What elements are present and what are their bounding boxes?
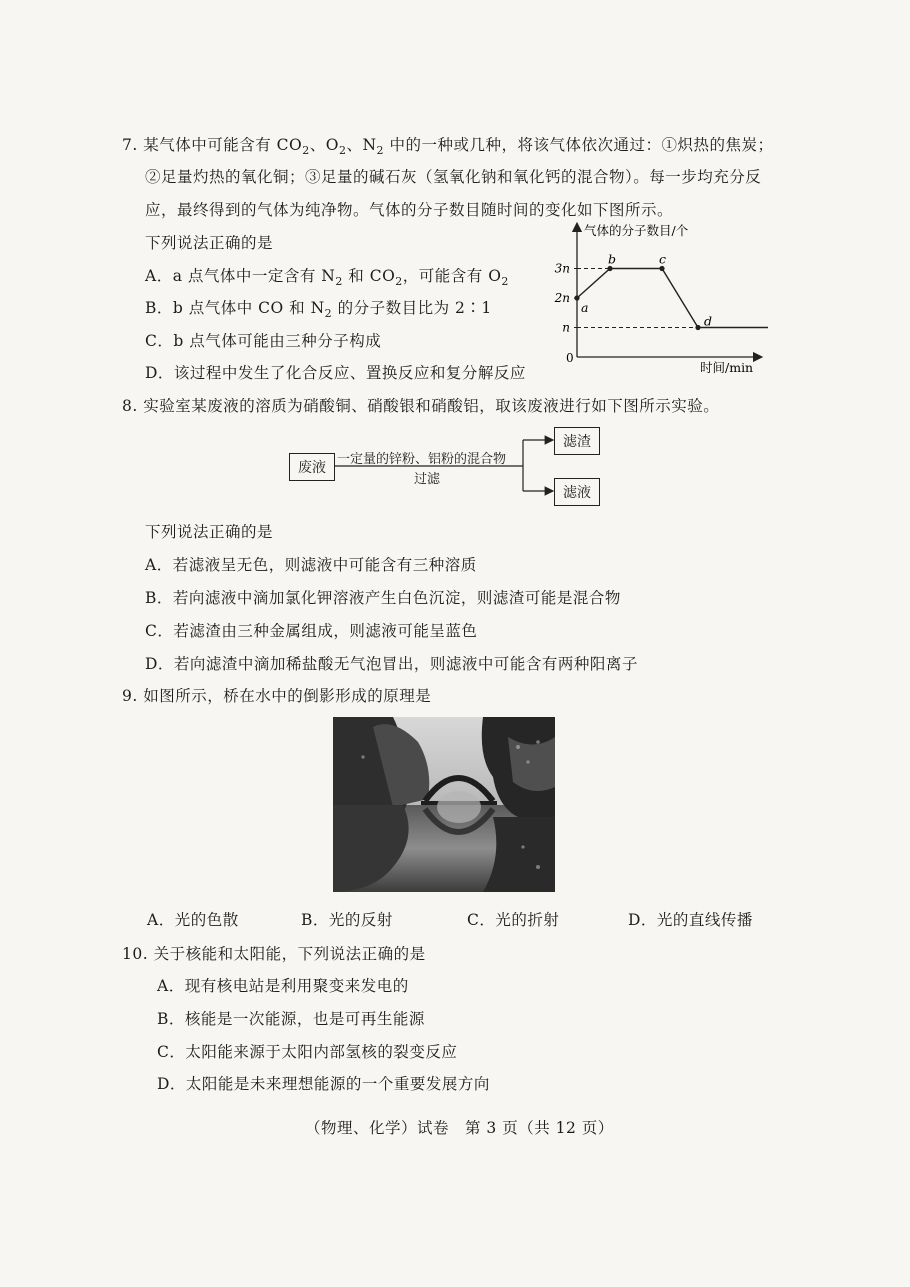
q9-option-c: C．光的折射 [467,911,560,929]
q7-option-c: C．b 点气体可能由三种分子构成 [145,332,382,350]
q9-option-d: D．光的直线传播 [628,911,753,929]
point-label-c: c [659,251,667,267]
bridge-reflection-photo [333,717,555,892]
q7-prompt: 下列说法正确的是 [145,234,274,252]
q8-prompt: 下列说法正确的是 [145,523,274,541]
q7-line3: 应，最终得到的气体为纯净物。气体的分子数目随时间的变化如下图所示。 [145,201,674,219]
y-tick-label-3n: 3n [554,261,570,276]
q7-option-d: D．该过程中发生了化合反应、置换反应和复分解反应 [145,364,526,382]
point-c [659,266,664,271]
point-label-b: b [608,251,617,267]
flow-residue-box: 滤渣 [554,427,600,455]
series-line [577,269,698,328]
flow-arrows [330,430,560,510]
page-footer: （物理、化学）试卷 第 3 页（共 12 页） [305,1119,614,1137]
x-axis-label: 时间/min [700,360,754,375]
y-tick-label-n: n [562,320,570,335]
point-b [607,266,612,271]
q7-line2: ②足量灼热的氧化铜；③足量的碱石灰（氢氧化钠和氧化钙的混合物）。每一步均充分反 [145,168,762,186]
flow-reagent-label: 一定量的锌粉、铝粉的混合物 [337,452,507,467]
q10-option-a: A．现有核电站是利用聚变来发电的 [157,977,409,995]
q10-option-c: C．太阳能来源于太阳内部氢核的裂变反应 [157,1043,458,1061]
q7-option-b: B．b 点气体中 CO 和 $N_2$ 的分子数目比为 2∶1 [145,299,492,321]
y-axis-label: 气体的分子数目/个 [584,223,689,238]
q8-option-d: D．若向滤渣中滴加稀盐酸无气泡冒出，则滤液中可能含有两种阳离子 [145,655,638,673]
flow-filter-label: 过滤 [414,472,441,487]
point-d [695,325,700,330]
point-a [574,295,579,300]
point-label-d: d [704,313,713,329]
q10-option-d: D．太阳能是未来理想能源的一个重要发展方向 [157,1075,490,1093]
q7-option-a: A．a 点气体中一定含有 $N_2$ 和 $CO_2$，可能含有 $O_2$ [145,267,509,289]
y-tick-label-2n: 2n [554,291,570,305]
origin-label: 0 [566,351,574,365]
q7-line1: 7. 某气体中可能含有 $CO_2$、$O_2$、$N_2$ 中的一种或几种，将该气体依次通过：①炽热的焦炭； [122,136,774,158]
q9-option-b: B．光的反射 [301,911,393,929]
q10-option-b: B．核能是一次能源，也是可再生能源 [157,1010,425,1028]
molecule-count-chart [540,215,780,375]
flow-start-box: 废液 [289,453,335,481]
q10-stem: 10. 关于核能和太阳能，下列说法正确的是 [122,945,426,963]
q8-option-b: B．若向滤液中滴加氯化钾溶液产生白色沉淀，则滤渣可能是混合物 [145,589,621,607]
q9-stem: 9. 如图所示，桥在水中的倒影形成的原理是 [122,687,432,705]
point-label-a: a [581,300,589,315]
q8-stem: 8. 实验室某废液的溶质为硝酸铜、硝酸银和硝酸铝，取该废液进行如下图所示实验。 [122,397,720,415]
q9-option-a: A．光的色散 [147,911,239,929]
q8-option-a: A．若滤液呈无色，则滤液中可能含有三种溶质 [145,556,477,574]
flow-filtrate-box: 滤液 [554,478,600,506]
q8-option-c: C．若滤渣由三种金属组成，则滤液可能呈蓝色 [145,622,478,640]
